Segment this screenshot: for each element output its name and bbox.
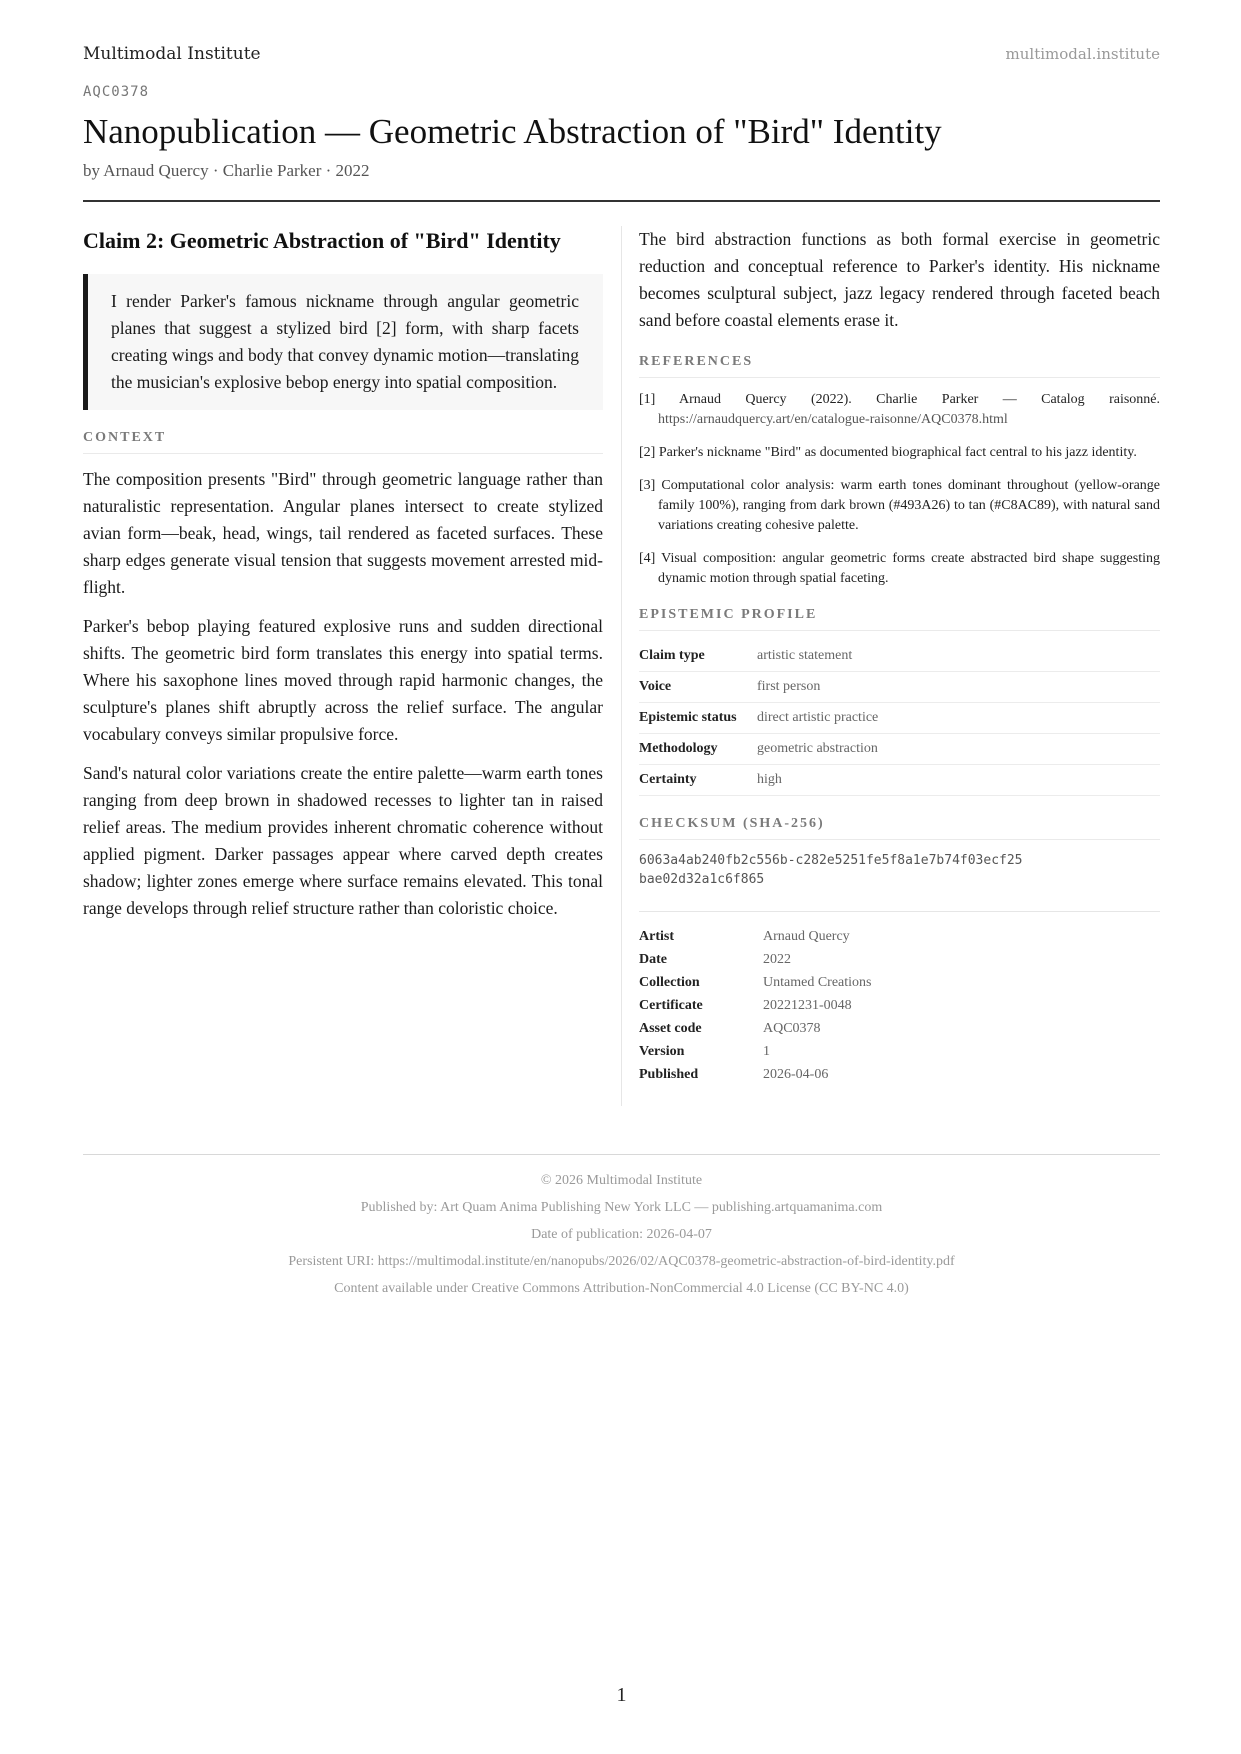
metadata-value: 20221231-0048: [763, 998, 852, 1013]
table-row: [639, 1064, 871, 1087]
reference-item: [639, 549, 1160, 589]
table-row: [639, 765, 1160, 796]
metadata-key: Certificate: [639, 998, 703, 1013]
references-list: [639, 390, 1160, 589]
asset-code: AQC0378: [83, 84, 150, 100]
metadata-value: 2022: [763, 952, 791, 967]
site-domain: multimodal.institute: [1005, 45, 1160, 63]
footer-persistent-uri: Persistent URI: https://multimodal.institute/en/nanopubs/2026/02/AQC0378-geometric-abstraction-of-bird-identity.pdf: [288, 1254, 955, 1269]
metadata-key: Collection: [639, 975, 700, 990]
byline: by Arnaud Quercy · Charlie Parker · 2022: [83, 161, 370, 180]
metadata-divider: [639, 911, 1160, 912]
epistemic-key: Methodology: [639, 734, 757, 765]
reference-text: [2] Parker's nickname "Bird" as documented biographical fact central to his jazz identity.: [639, 445, 1137, 460]
metadata-key: Asset code: [639, 1021, 702, 1036]
epistemic-key: Voice: [639, 672, 757, 703]
reference-item: [639, 443, 1160, 463]
institute-name: Multimodal Institute: [83, 44, 261, 64]
epistemic-key: Epistemic status: [639, 703, 757, 734]
epistemic-profile-table: [639, 641, 1160, 796]
epistemic-value: high: [757, 765, 1160, 796]
context-paragraph: The composition presents "Bird" through geometric language rather than naturalistic representation. Angular planes intersect to create stylized avian form—beak, head, wings, tail rendered as faceted surfaces. These sharp edges generate visual tension that suggests movement arrested mid-flight.: [83, 469, 603, 597]
epistemic-value: artistic statement: [757, 641, 1160, 672]
epistemic-profile-label: EPISTEMIC PROFILE: [639, 607, 1160, 631]
epistemic-value: direct artistic practice: [757, 703, 1160, 734]
metadata-key: Artist: [639, 929, 674, 944]
table-row: [639, 1041, 871, 1064]
reference-text: [1] Arnaud Quercy (2022). Charlie Parker — Catalog raisonné.: [639, 392, 1160, 407]
reference-text: [4] Visual composition: angular geometric forms create abstracted bird shape suggesting dynamic motion through spatial faceting.: [639, 551, 1160, 586]
reference-item: [639, 390, 1160, 430]
table-row: [639, 1018, 871, 1041]
epistemic-value: first person: [757, 672, 1160, 703]
claim-quote: I render Parker's famous nickname through angular geometric planes that suggest a stylized bird [2] form, with sharp facets creating wings and body that convey dynamic motion—translating the musician's explosive bebop energy into spatial composition.: [83, 274, 603, 410]
column-divider: [621, 226, 622, 1106]
page-header: [83, 44, 1160, 64]
table-row: [639, 703, 1160, 734]
left-column: [83, 226, 603, 922]
reference-link[interactable]: https://arnaudquercy.art/en/catalogue-raisonne/AQC0378.html: [658, 412, 1008, 427]
table-row: [639, 641, 1160, 672]
page-title: Nanopublication — Geometric Abstraction of "Bird" Identity: [83, 112, 942, 151]
metadata-value: 2026-04-06: [763, 1067, 829, 1082]
context-label: CONTEXT: [83, 430, 603, 454]
checksum-label: CHECKSUM (SHA-256): [639, 816, 1160, 840]
header-divider: [83, 200, 1160, 202]
context-continuation: The bird abstraction functions as both formal exercise in geometric reduction and conceptual reference to Parker's identity. His nickname becomes sculptural subject, jazz legacy rendered through faceted beach sand before coastal elements erase it.: [639, 229, 1160, 330]
page-number: 1: [616, 1684, 627, 1706]
metadata-value: Arnaud Quercy: [763, 929, 850, 944]
metadata-value: AQC0378: [763, 1021, 821, 1036]
context-paragraph: Sand's natural color variations create the entire palette—warm earth tones ranging from deep brown in shadowed recesses to lighter tan in raised relief areas. The medium provides inherent chromatic coherence without applied pigment. Darker passages appear where carved depth creates shadow; lighter zones emerge where surface remains elevated. This tonal range develops through relief structure rather than coloristic choice.: [83, 763, 603, 918]
table-row: [639, 734, 1160, 765]
footer-copyright: © 2026 Multimodal Institute: [540, 1173, 703, 1188]
table-row: [639, 995, 871, 1018]
epistemic-value: geometric abstraction: [757, 734, 1160, 765]
metadata-key: Published: [639, 1067, 699, 1082]
footer-publisher: Published by: Art Quam Anima Publishing New York LLC — publishing.artquamanima.com: [360, 1200, 883, 1215]
epistemic-key: Certainty: [639, 765, 757, 796]
references-label: REFERENCES: [639, 354, 1160, 378]
claim-heading: Claim 2: Geometric Abstraction of "Bird" Identity: [83, 228, 561, 253]
metadata-value: 1: [763, 1044, 770, 1059]
footer-publication-date: Date of publication: 2026-04-07: [531, 1227, 712, 1242]
footer-license: Content available under Creative Commons Attribution-NonCommercial 4.0 License (CC BY-NC 4.0): [334, 1281, 909, 1296]
table-row: [639, 926, 871, 949]
reference-text: [3] Computational color analysis: warm earth tones dominant throughout (yellow-orange family 100%), ranging from dark brown (#493A26) to tan (#C8AC89), with natural sand variations creating cohesive palette.: [639, 478, 1160, 533]
context-paragraph: Parker's bebop playing featured explosive runs and sudden directional shifts. The geometric bird form translates this energy into spatial terms. Where his saxophone lines moved through rapid harmonic changes, the sculpture's planes shift abruptly across the relief surface. The angular vocabulary conveys similar propulsive force.: [83, 616, 603, 744]
checksum-value: 6063a4ab240fb2c556b-c282e5251fe5f8a1e7b74f03ecf25bae02d32a1c6f865: [639, 853, 1023, 887]
metadata-table: [639, 926, 871, 1087]
reference-item: [639, 476, 1160, 536]
metadata-key: Date: [639, 952, 667, 967]
table-row: [639, 949, 871, 972]
page-footer: [83, 1172, 1160, 1307]
footer-divider: [83, 1154, 1160, 1155]
metadata-key: Version: [639, 1044, 685, 1059]
epistemic-key: Claim type: [639, 641, 757, 672]
table-row: [639, 672, 1160, 703]
table-row: [639, 972, 871, 995]
metadata-value: Untamed Creations: [763, 975, 872, 990]
right-column: [639, 226, 1160, 1087]
